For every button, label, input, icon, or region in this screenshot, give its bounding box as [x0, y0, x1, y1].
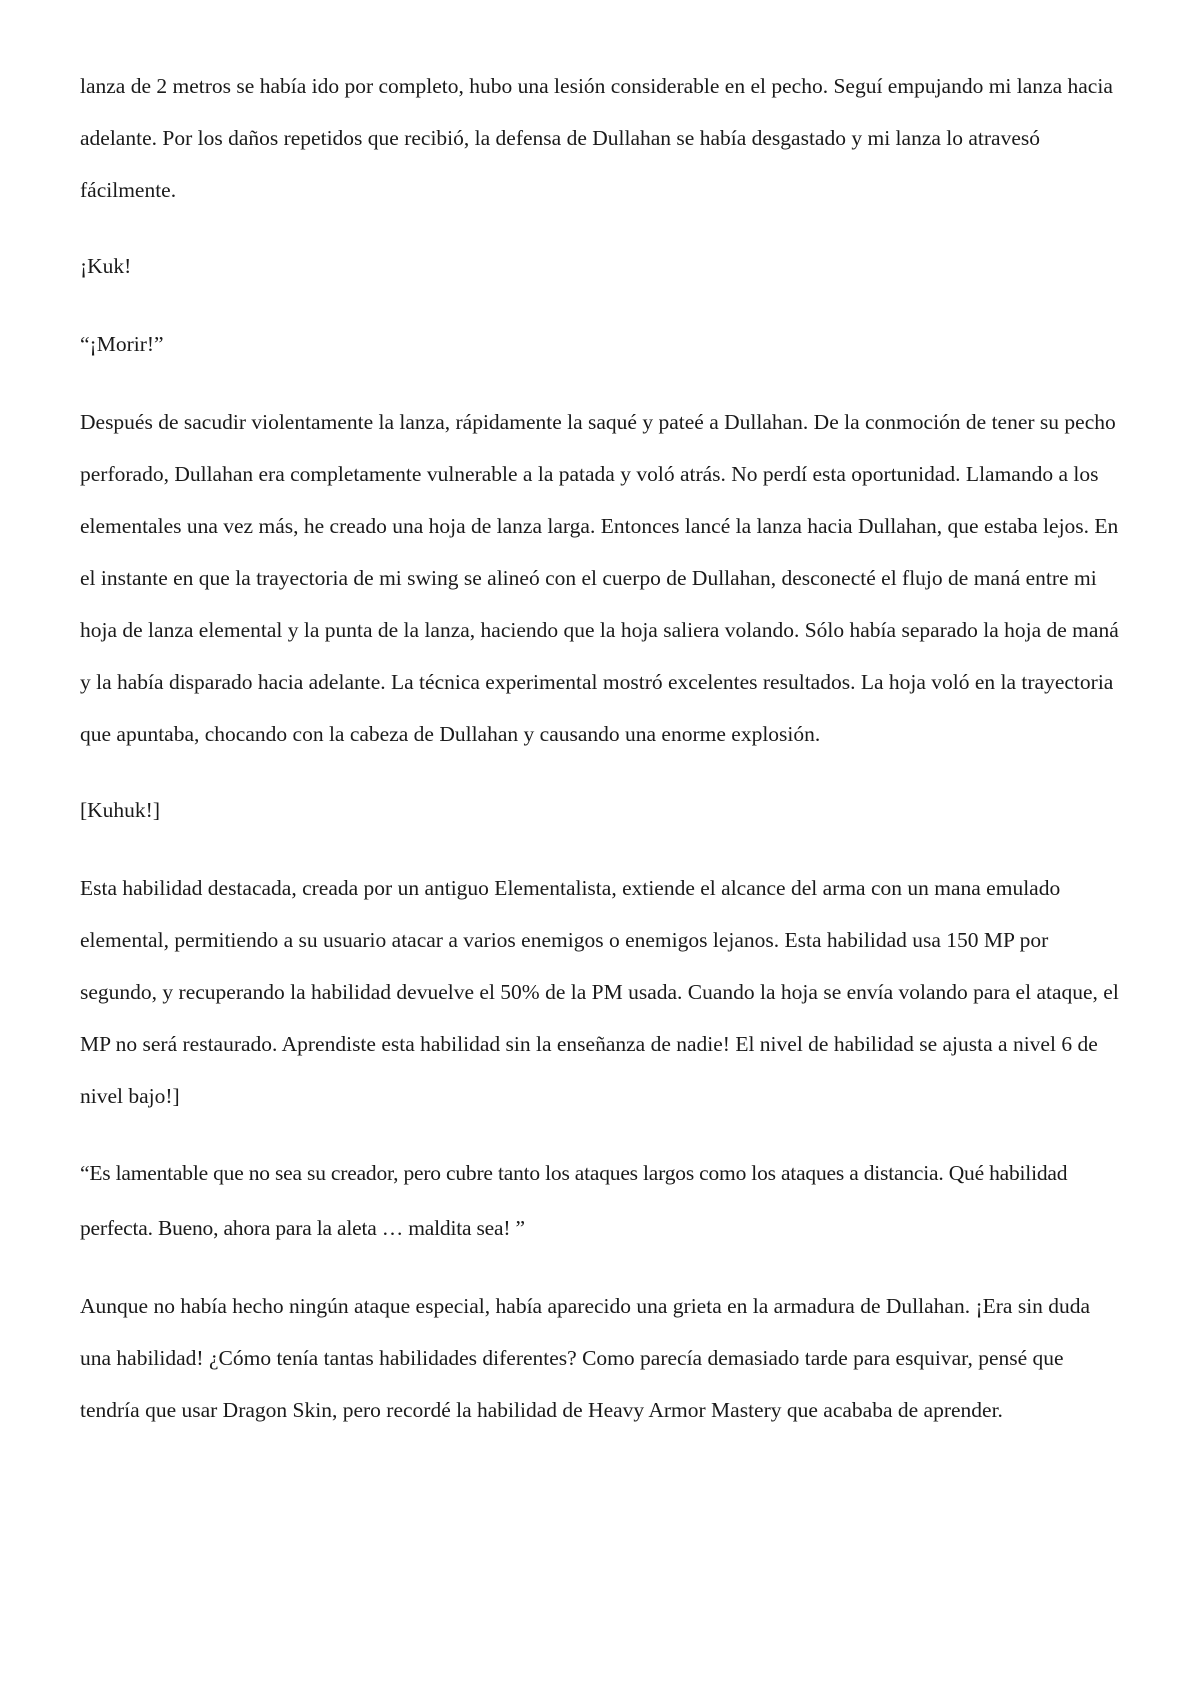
- paragraph-skill-description: Esta habilidad destacada, creada por un antiguo Elementalista, extiende el alcance del arma con un mana emulado elemental, permitiendo a su usuario atacar a varios enemigos o enemigos lejanos. Esta habilidad usa 150 MP por segundo, y recuperando la habilidad devuelve el 50% de la PM usada. Cuando la hoja se envía volando para el ataque, el MP no será restaurado. Aprendiste esta habilidad sin la enseñanza de nadie! El nivel de habilidad se ajusta a nivel 6 de nivel bajo!]: [80, 876, 1119, 1108]
- document-page: [80, 60, 1120, 1460]
- paragraph-1: lanza de 2 metros se había ido por completo, hubo una lesión considerable en el pecho. Seguí empujando mi lanza hacia adelante. Por los daños repetidos que recibió, la defensa de Dullahan se había desgastado y mi lanza lo atravesó fácilmente.: [80, 74, 1113, 202]
- paragraph-sound-kuhuk: [Kuhuk!]: [80, 798, 161, 822]
- paragraph-dialogue-lamentable: “Es lamentable que no sea su creador, pero cubre tanto los ataques largos como los ataques a distancia. Qué habilidad perfecta. Bueno, ahora para la aleta … maldita sea! ”: [80, 1161, 1068, 1240]
- paragraph-3: Aunque no había hecho ningún ataque especial, había aparecido una grieta en la armadura de Dullahan. ¡Era sin duda una habilidad! ¿Cómo tenía tantas habilidades diferentes? Como parecía demasiado tarde para esquivar, pensé que tendría que usar Dragon Skin, pero recordé la habilidad de Heavy Armor Mastery que acababa de aprender.: [80, 1294, 1091, 1422]
- paragraph-2: Después de sacudir violentamente la lanza, rápidamente la saqué y pateé a Dullahan. De la conmoción de tener su pecho perforado, Dullahan era completamente vulnerable a la patada y voló atrás. No perdí esta oportunidad. Llamando a los elementales una vez más, he creado una hoja de lanza larga. Entonces lancé la lanza hacia Dullahan, que estaba lejos. En el instante en que la trayectoria de mi swing se alineó con el cuerpo de Dullahan, desconecté el flujo de maná entre mi hoja de lanza elemental y la punta de la lanza, haciendo que la hoja saliera volando. Sólo había separado la hoja de maná y la había disparado hacia adelante. La técnica experimental mostró excelentes resultados. La hoja voló en la trayectoria que apuntaba, chocando con la cabeza de Dullahan y causando una enorme explosión.: [80, 410, 1119, 746]
- paragraph-dialogue-morir: “¡Morir!”: [80, 332, 164, 356]
- paragraph-sound-kuk: ¡Kuk!: [80, 254, 132, 278]
